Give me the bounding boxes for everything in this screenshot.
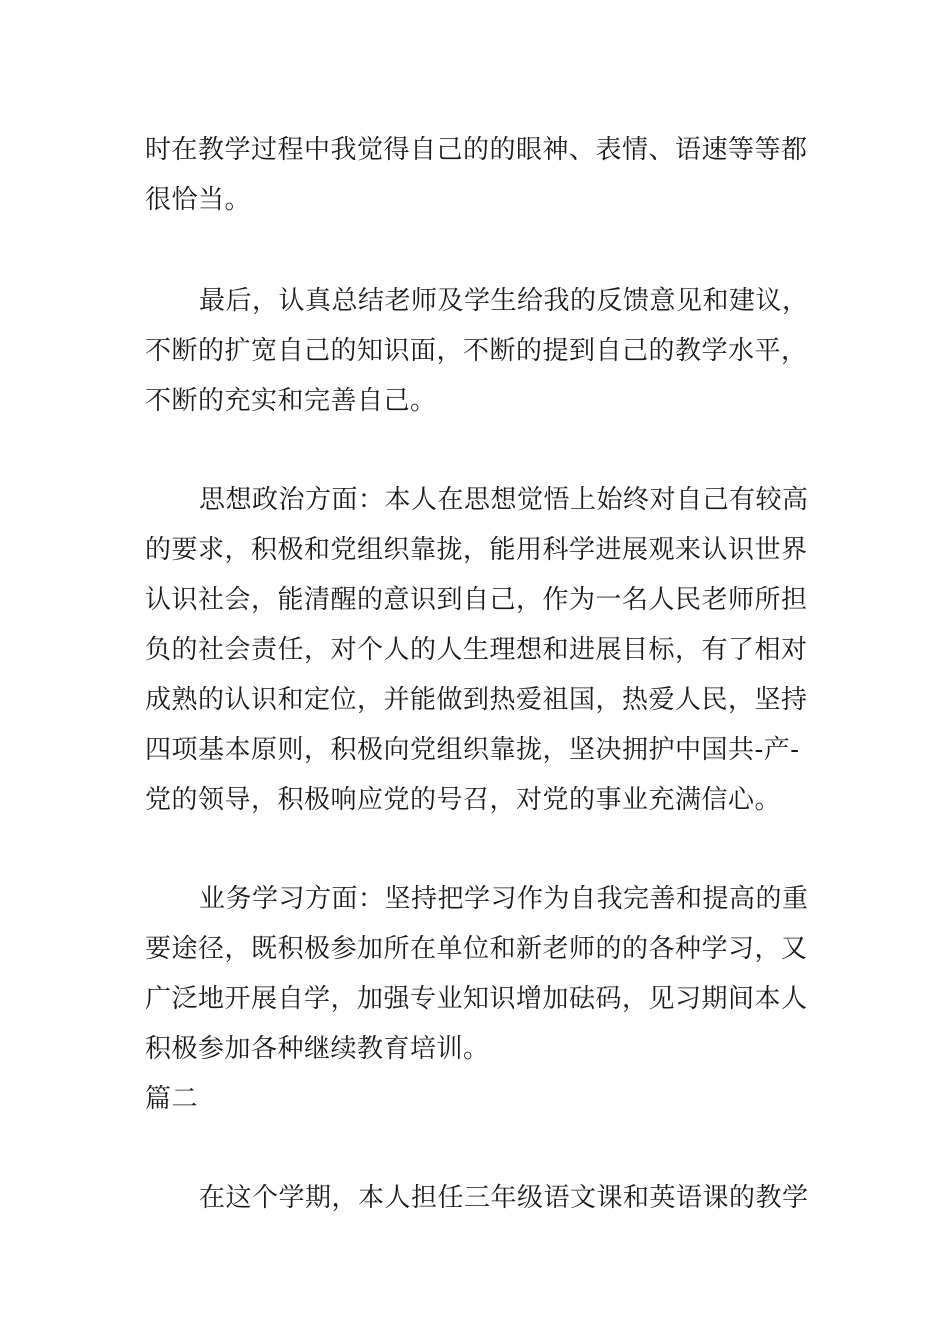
paragraph-3-line-4: 负的社会责任，对个人的人生理想和进展目标，有了相对 [145, 635, 808, 665]
paragraph-4-line-2: 要途径，既积极参加所在单位和新老师的的各种学习，又 [145, 934, 808, 964]
paragraph-1-line-1: 时在教学过程中我觉得自己的的眼神、表情、语速等等都 [145, 135, 808, 165]
paragraph-3-line-1: 思想政治方面：本人在思想觉悟上始终对自己有较高 [199, 485, 809, 515]
paragraph-3-line-5: 成熟的认识和定位，并能做到热爱祖国，热爱人民，坚持 [145, 685, 808, 715]
section-heading: 篇二 [145, 1084, 199, 1114]
paragraph-2-line-1: 最后，认真总结老师及学生给我的反馈意见和建议， [199, 286, 809, 316]
paragraph-3-line-2: 的要求，积极和党组织靠拢，能用科学进展观来认识世界 [145, 535, 808, 565]
paragraph-3-line-6: 四项基本原则，积极向党组织靠拢，坚决拥护中国共-产- [145, 735, 800, 765]
paragraph-2-line-2: 不断的扩宽自己的知识面，不断的提到自己的教学水平， [145, 336, 808, 366]
paragraph-4-line-1: 业务学习方面：坚持把学习作为自我完善和提高的重 [199, 884, 809, 914]
paragraph-1-line-2: 很恰当。 [145, 185, 252, 215]
paragraph-3-line-3: 认识社会，能清醒的意识到自己，作为一名人民老师所担 [145, 585, 808, 615]
paragraph-4-line-4: 积极参加各种继续教育培训。 [145, 1034, 490, 1064]
paragraph-2-line-3: 不断的充实和完善自己。 [145, 386, 437, 416]
paragraph-4-line-3: 广泛地开展自学，加强专业知识增加砝码，见习期间本人 [145, 984, 808, 1014]
paragraph-3-line-7: 党的领导，积极响应党的号召，对党的事业充满信心。 [145, 785, 782, 815]
paragraph-5-line-1: 在这个学期，本人担任三年级语文课和英语课的教学 [199, 1183, 809, 1213]
